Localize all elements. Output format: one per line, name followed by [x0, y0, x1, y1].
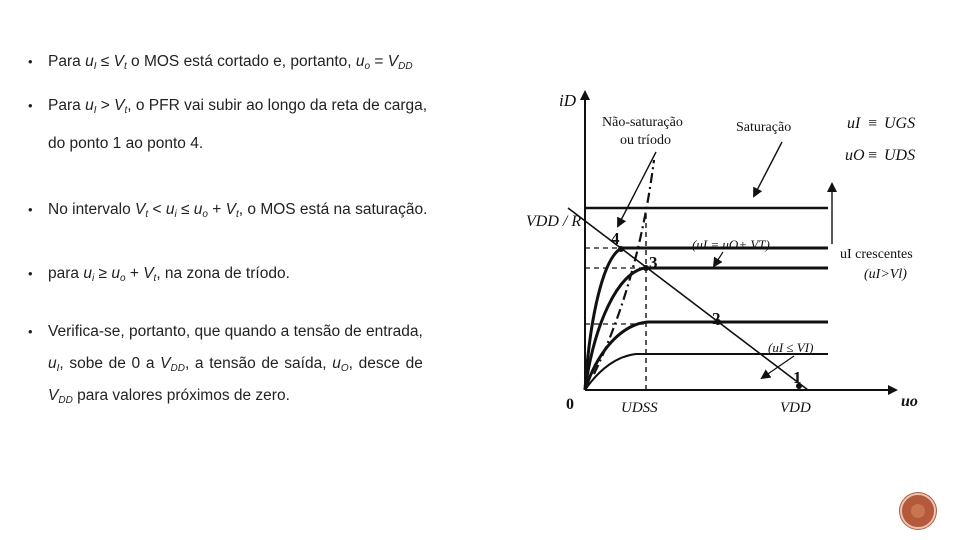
bullet-conclusion-line1: • Verifica-se, portanto, que quando a tensão de entrada, — [48, 323, 423, 340]
vdd-over-r-label: VDD / R — [526, 213, 582, 230]
curve-1 — [585, 354, 828, 390]
bullet-conclusion-line2: $u_I$, sobe de 0 a $V_{DD}$, a tensão de saída, $u_O$, desce de — [48, 355, 423, 374]
bullet-load-line-line2: do ponto 1 ao ponto 4. — [48, 135, 204, 152]
bullet-load-line: • Para $u_I > V_t$, o PFR vai subir ao longo da reta de carga, do ponto 1 ao ponto 4. — [28, 96, 427, 154]
bullet-triode: • para $u_i \ge u_o + V_t$, na zona de tríodo. — [28, 264, 290, 284]
saturacao-label: Saturação — [736, 120, 792, 135]
crescentes-cond-label: (uI>Vl) — [864, 267, 907, 282]
mos-characteristic-diagram — [518, 84, 938, 424]
eq2-right: UDS — [884, 147, 916, 164]
eq2-left: uO — [845, 147, 865, 164]
crescentes-label: uI crescentes — [840, 247, 913, 262]
bullet-conclusion-line3: $V_{DD}$ para valores próximos de zero. — [48, 387, 290, 406]
bullet-conclusion — [28, 322, 423, 406]
nao-saturacao-label: Não-saturação — [602, 115, 683, 130]
cond-top-label: (uI = uO+ VT) — [692, 237, 770, 252]
point-3-label: 3 — [649, 253, 658, 272]
vdd-label: VDD — [780, 400, 811, 416]
udss-label: UDSS — [621, 400, 658, 416]
arrow-cond-top — [714, 252, 723, 266]
slide-badge-icon — [900, 493, 936, 529]
load-line — [568, 208, 808, 390]
curve-3 — [585, 268, 828, 390]
bullet-saturation: • No intervalo $V_t < u_i \le u_o + V_t$, o MOS está na saturação. — [28, 200, 427, 220]
eq1-left: uI — [847, 115, 861, 132]
eq1-right: UGS — [884, 115, 916, 132]
ou-triodo-label: ou tríodo — [620, 133, 671, 148]
curve-2 — [585, 322, 828, 390]
origin-label: 0 — [566, 396, 574, 413]
point-4-label: 4 — [611, 229, 620, 248]
point-1-label: 1 — [793, 368, 802, 387]
eq1-symbol: ≡ — [868, 115, 878, 132]
bullet-cutoff: • Para $u_I \le V_t$ o MOS está cortado e, portanto, $u_o = V_{DD}$ — [28, 52, 413, 72]
y-axis-label: iD — [559, 91, 576, 110]
point-2-label: 2 — [712, 309, 721, 328]
cond-bottom-label: (uI ≤ VI) — [768, 340, 814, 355]
eq2-symbol: ≡ — [868, 147, 878, 164]
x-axis-label: uo — [901, 393, 918, 410]
arrow-saturacao — [754, 142, 782, 196]
